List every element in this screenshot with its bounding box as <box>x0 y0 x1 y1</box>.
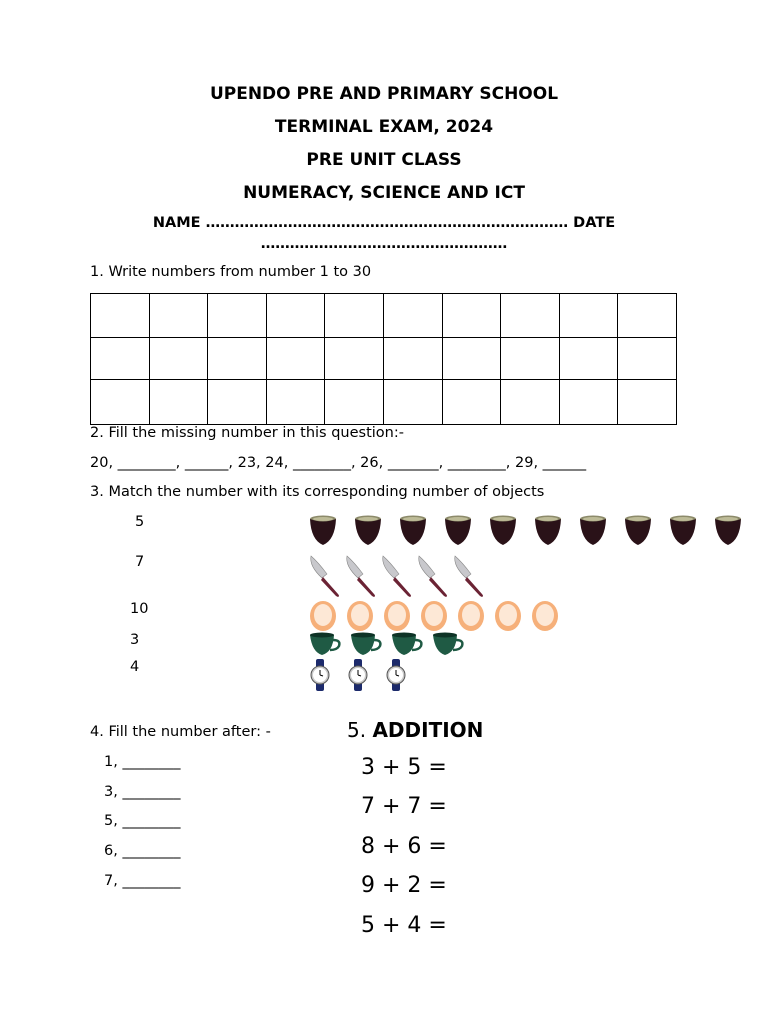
match-number: 7 <box>135 554 145 570</box>
bowl-icon <box>353 514 383 552</box>
knife-icon <box>308 554 342 602</box>
watch-icon <box>384 659 408 695</box>
grid-cell[interactable] <box>266 338 325 379</box>
grid-cell[interactable] <box>383 379 442 424</box>
grid-cell[interactable] <box>208 338 267 379</box>
grid-cell[interactable] <box>91 338 150 379</box>
bowl-icon <box>488 514 518 552</box>
grid-cell[interactable] <box>208 379 267 424</box>
knife-icon <box>416 554 450 602</box>
cup-icon <box>390 632 424 662</box>
egg-icon <box>308 600 338 636</box>
name-date-line: NAME ………………………………………………………………… DATE …………………………………………… <box>152 215 616 252</box>
question-4: 4. Fill the number after: - <box>90 724 271 740</box>
watch-icon <box>346 659 370 695</box>
match-number: 4 <box>130 659 140 675</box>
number-after-item: 3, ________ <box>104 784 181 800</box>
addition-heading <box>347 718 483 742</box>
grid-row <box>91 338 677 379</box>
grid-cell[interactable] <box>325 294 384 338</box>
grid-cell[interactable] <box>618 379 677 424</box>
addition-sum: 3 + 5 = <box>361 755 447 780</box>
egg-icon <box>530 600 560 636</box>
grid-cell[interactable] <box>383 294 442 338</box>
grid-cell[interactable] <box>149 294 208 338</box>
school-name: UPENDO PRE AND PRIMARY SCHOOL <box>209 84 559 104</box>
bowl-icon <box>533 514 563 552</box>
grid-cell[interactable] <box>91 379 150 424</box>
question-2: 2. Fill the missing number in this question:- <box>90 425 404 441</box>
grid-cell[interactable] <box>383 338 442 379</box>
egg-icon <box>382 600 412 636</box>
addition-sum: 5 + 4 = <box>361 913 447 938</box>
egg-icon <box>345 600 375 636</box>
grid-cell[interactable] <box>501 294 560 338</box>
addition-sum: 8 + 6 = <box>361 834 447 859</box>
number-after-item: 6, ________ <box>104 843 181 859</box>
grid-cell[interactable] <box>266 379 325 424</box>
grid-cell[interactable] <box>501 338 560 379</box>
grid-cell[interactable] <box>149 338 208 379</box>
egg-icon <box>493 600 523 636</box>
grid-cell[interactable] <box>442 338 501 379</box>
egg-icon <box>456 600 486 636</box>
bowl-icon <box>713 514 743 552</box>
grid-cell[interactable] <box>559 294 618 338</box>
number-after-item: 5, ________ <box>104 813 181 829</box>
grid-cell[interactable] <box>442 294 501 338</box>
egg-icon <box>419 600 449 636</box>
bowl-icon <box>623 514 653 552</box>
number-grid <box>90 293 677 425</box>
grid-row <box>91 294 677 338</box>
question-3: 3. Match the number with its corresponding number of objects <box>90 484 545 500</box>
bowl-icon <box>398 514 428 552</box>
addition-number: 5. <box>347 718 367 742</box>
exam-title: TERMINAL EXAM, 2024 <box>274 117 494 137</box>
number-after-item: 7, ________ <box>104 873 181 889</box>
addition-title: ADDITION <box>372 718 484 742</box>
grid-cell[interactable] <box>618 338 677 379</box>
subject-title: NUMERACY, SCIENCE AND ICT <box>243 183 525 203</box>
bowl-icon <box>443 514 473 552</box>
grid-cell[interactable] <box>149 379 208 424</box>
match-number: 5 <box>135 514 145 530</box>
cup-icon <box>431 632 465 662</box>
grid-cell[interactable] <box>325 338 384 379</box>
missing-number-sequence: 20, ________, ______, 23, 24, ________, 26, _______, ________, 29, ______ <box>90 455 587 471</box>
grid-row <box>91 379 677 424</box>
knife-icon <box>452 554 486 602</box>
grid-cell[interactable] <box>325 379 384 424</box>
grid-cell[interactable] <box>559 379 618 424</box>
match-number: 10 <box>130 601 149 617</box>
grid-cell[interactable] <box>266 294 325 338</box>
cup-icon <box>349 632 383 662</box>
grid-cell[interactable] <box>208 294 267 338</box>
grid-cell[interactable] <box>91 294 150 338</box>
grid-cell[interactable] <box>559 338 618 379</box>
match-number: 3 <box>130 632 140 648</box>
bowl-icon <box>308 514 338 552</box>
bowl-icon <box>578 514 608 552</box>
grid-cell[interactable] <box>442 379 501 424</box>
question-1: 1. Write numbers from number 1 to 30 <box>90 264 372 280</box>
bowl-icon <box>668 514 698 552</box>
class-title: PRE UNIT CLASS <box>306 150 462 170</box>
knife-icon <box>380 554 414 602</box>
number-after-item: 1, ________ <box>104 754 181 770</box>
grid-cell[interactable] <box>501 379 560 424</box>
addition-sum: 7 + 7 = <box>361 794 447 819</box>
addition-sum: 9 + 2 = <box>361 873 447 898</box>
watch-icon <box>308 659 332 695</box>
cup-icon <box>308 632 342 662</box>
knife-icon <box>344 554 378 602</box>
grid-cell[interactable] <box>618 294 677 338</box>
